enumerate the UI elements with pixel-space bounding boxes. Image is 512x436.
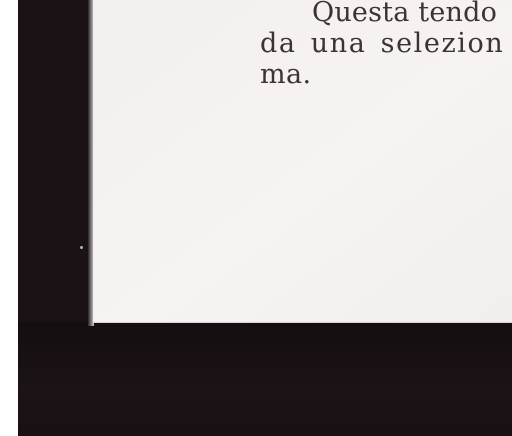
text-line-3: ma.: [260, 59, 312, 90]
dust-speck: [80, 246, 83, 249]
paragraph-text: [260, 0, 512, 90]
dark-bottom-band: [18, 322, 512, 436]
text-line-1: Questa tendo: [312, 0, 498, 28]
text-line-2: da una selezion: [260, 28, 505, 59]
